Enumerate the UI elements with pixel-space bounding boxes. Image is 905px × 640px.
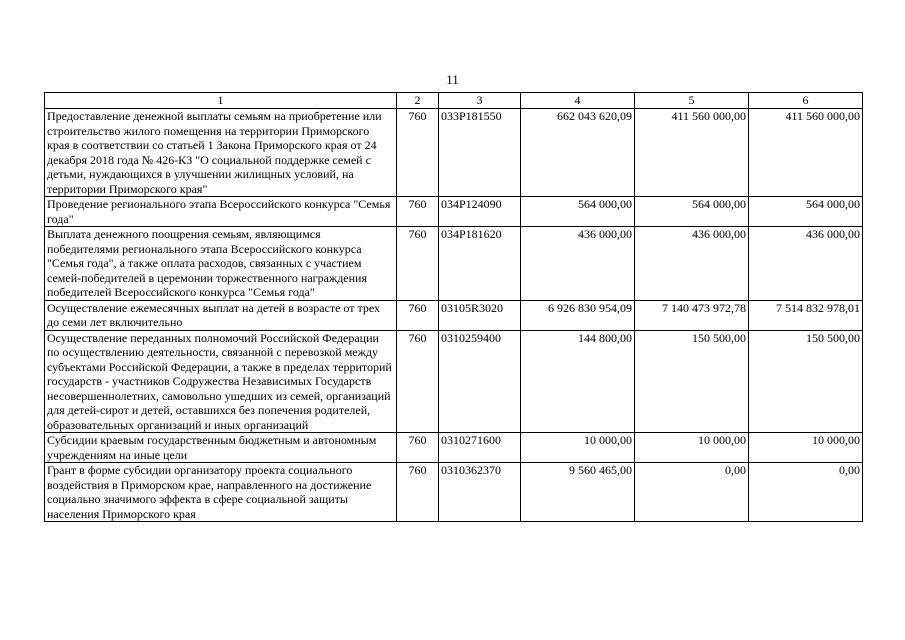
row-article: 03105R3020 <box>439 300 521 330</box>
row-value-4: 662 043 620,09 <box>521 109 635 197</box>
row-code: 760 <box>397 300 439 330</box>
table-row <box>45 227 863 301</box>
row-code: 760 <box>397 433 439 463</box>
table-row <box>45 109 863 197</box>
row-value-4: 564 000,00 <box>521 197 635 227</box>
row-value-4: 436 000,00 <box>521 227 635 301</box>
col-header-4: 4 <box>521 93 635 109</box>
row-article: 034P124090 <box>439 197 521 227</box>
table-row <box>45 433 863 463</box>
row-value-5: 0,00 <box>635 463 749 522</box>
row-article: 033P181550 <box>439 109 521 197</box>
row-value-6: 10 000,00 <box>749 433 863 463</box>
row-code: 760 <box>397 109 439 197</box>
col-header-5: 5 <box>635 93 749 109</box>
row-value-5: 411 560 000,00 <box>635 109 749 197</box>
row-value-6: 0,00 <box>749 463 863 522</box>
row-article: 0310271600 <box>439 433 521 463</box>
row-value-5: 10 000,00 <box>635 433 749 463</box>
table-row <box>45 300 863 330</box>
header-row <box>45 93 863 109</box>
table-row <box>45 330 863 433</box>
row-value-6: 564 000,00 <box>749 197 863 227</box>
row-value-5: 564 000,00 <box>635 197 749 227</box>
col-header-2: 2 <box>397 93 439 109</box>
row-value-6: 7 514 832 978,01 <box>749 300 863 330</box>
row-value-4: 9 560 465,00 <box>521 463 635 522</box>
row-name: Осуществление переданных полномочий Российской Федерации по осуществлению деятельности, связанной с перевозкой между субъектами Российской Федерации, а также в пределах территорий государств - участников Содружества Независимых Государств несовершеннолетних, самовольно ушедших из семей, организаций для детей-сирот и детей, оставшихся без попечения родителей, образовательных организаций и иных организаций <box>45 330 397 433</box>
row-code: 760 <box>397 463 439 522</box>
row-value-4: 6 926 830 954,09 <box>521 300 635 330</box>
row-value-4: 10 000,00 <box>521 433 635 463</box>
page-number: 11 <box>446 72 459 87</box>
table-row <box>45 197 863 227</box>
table-row <box>45 463 863 522</box>
row-value-5: 7 140 473 972,78 <box>635 300 749 330</box>
col-header-3: 3 <box>439 93 521 109</box>
row-article: 0310362370 <box>439 463 521 522</box>
row-value-6: 411 560 000,00 <box>749 109 863 197</box>
row-name: Проведение регионального этапа Всероссийского конкурса "Семья года" <box>45 197 397 227</box>
row-name: Грант в форме субсидии организатору проекта социального воздействия в Приморском крае, направленного на достижение социально значимого эффекта в сфере социальной защиты населения Приморского края <box>45 463 397 522</box>
row-value-6: 436 000,00 <box>749 227 863 301</box>
row-value-6: 150 500,00 <box>749 330 863 433</box>
row-name: Субсидии краевым государственным бюджетным и автономным учреждениям на иные цели <box>45 433 397 463</box>
col-header-1: 1 <box>45 93 397 109</box>
row-value-5: 150 500,00 <box>635 330 749 433</box>
row-name: Выплата денежного поощрения семьям, являющимся победителями регионального этапа Всероссийского конкурса "Семья года", а также оплата расходов, связанных с участием семей-победителей в церемонии торжественного награждения победителей Всероссийского конкурса "Семья года" <box>45 227 397 301</box>
budget-table <box>44 92 863 522</box>
row-name: Осуществление ежемесячных выплат на детей в возрасте от трех до семи лет включительно <box>45 300 397 330</box>
col-header-6: 6 <box>749 93 863 109</box>
row-code: 760 <box>397 227 439 301</box>
row-article: 034P181620 <box>439 227 521 301</box>
row-name: Предоставление денежной выплаты семьям на приобретение или строительство жилого помещения на территории Приморского края в соответствии со статьей 1 Закона Приморского края от 24 декабря 2018 года № 426-КЗ "О социальной поддержке семей с детьми, нуждающихся в улучшении жилищных условий, на территории Приморского края" <box>45 109 397 197</box>
row-value-5: 436 000,00 <box>635 227 749 301</box>
row-code: 760 <box>397 197 439 227</box>
row-code: 760 <box>397 330 439 433</box>
row-article: 0310259400 <box>439 330 521 433</box>
row-value-4: 144 800,00 <box>521 330 635 433</box>
